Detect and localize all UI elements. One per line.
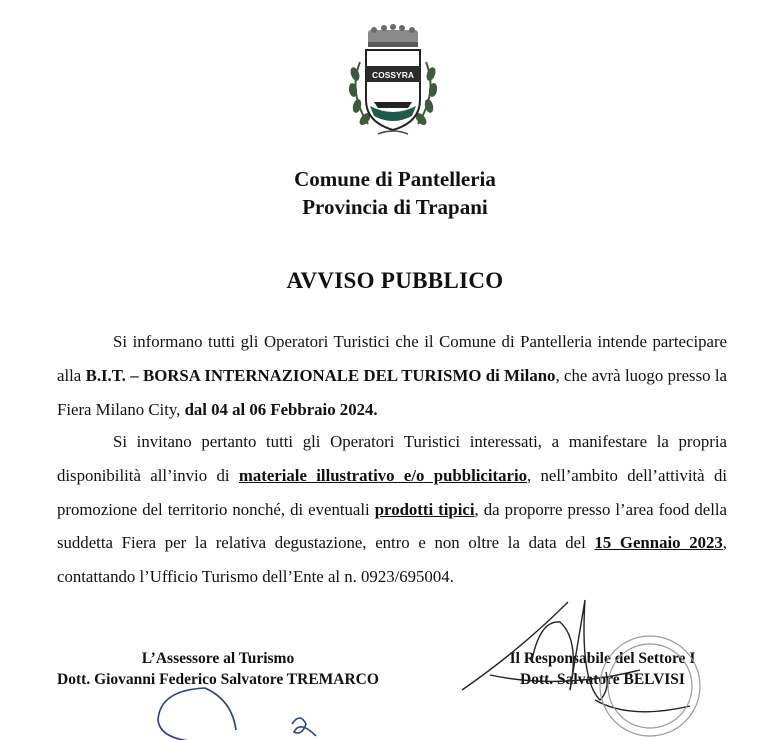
crown-icon [368, 24, 418, 47]
paragraph-invitation [57, 425, 727, 594]
p2-materials: materiale illustrativo e/o pubblicitario [238, 465, 527, 485]
signature-right-role: Il Responsabile del Settore I [509, 650, 696, 667]
p2-text: , contattando l’Ufficio Turismo dell’Ente al n. 0923/695004. [57, 533, 727, 587]
p2-deadline: 15 Gennaio 2023 [594, 533, 723, 553]
p1-event-name: B.I.T. – BORSA INTERNAZIONALE DEL TURISMO di Milano [85, 365, 556, 385]
province-name: Provincia di Trapani [302, 195, 488, 219]
signature-left-role: L’Assessore al Turismo [141, 650, 295, 667]
signature-block-left [48, 648, 388, 690]
p2-text: , da proporre presso l’area food della suddetta Fiera per la relativa degustazione, entro e non oltre la data del [57, 499, 727, 553]
municipality-name: Comune di Pantelleria [294, 167, 496, 191]
signature-left-name: Dott. Giovanni Federico Salvatore TREMARCO [57, 671, 379, 688]
p1-text: Si informano tutti gli Operatori Turistici che il Comune di Pantelleria intende partecipare alla [57, 332, 727, 385]
p2-text: , nell’ambito dell’attività di promozione del territorio nonché, di eventuali [57, 465, 728, 519]
paragraph-announcement [57, 325, 727, 426]
shield-icon [366, 50, 420, 130]
left-signature-icon [158, 688, 316, 740]
p1-event-dates: dal 04 al 06 Febbraio 2024. [184, 399, 378, 419]
p2-text: Si invitano pertanto tutti gli Operatori Turistici interessati, a manifestare la propria disponibilità all’invio di [57, 432, 727, 485]
crest-banner-text: COSSYRA [371, 70, 415, 80]
municipal-crest-logo [338, 22, 448, 140]
signature-block-right [480, 648, 725, 690]
signature-right-name: Dott. Salvatore BELVISI [520, 671, 685, 688]
p1-text: , che avrà luogo presso la Fiera Milano City, [57, 365, 727, 419]
document-title: AVVISO PUBBLICO [286, 268, 504, 293]
p2-products: prodotti tipici [374, 499, 475, 519]
